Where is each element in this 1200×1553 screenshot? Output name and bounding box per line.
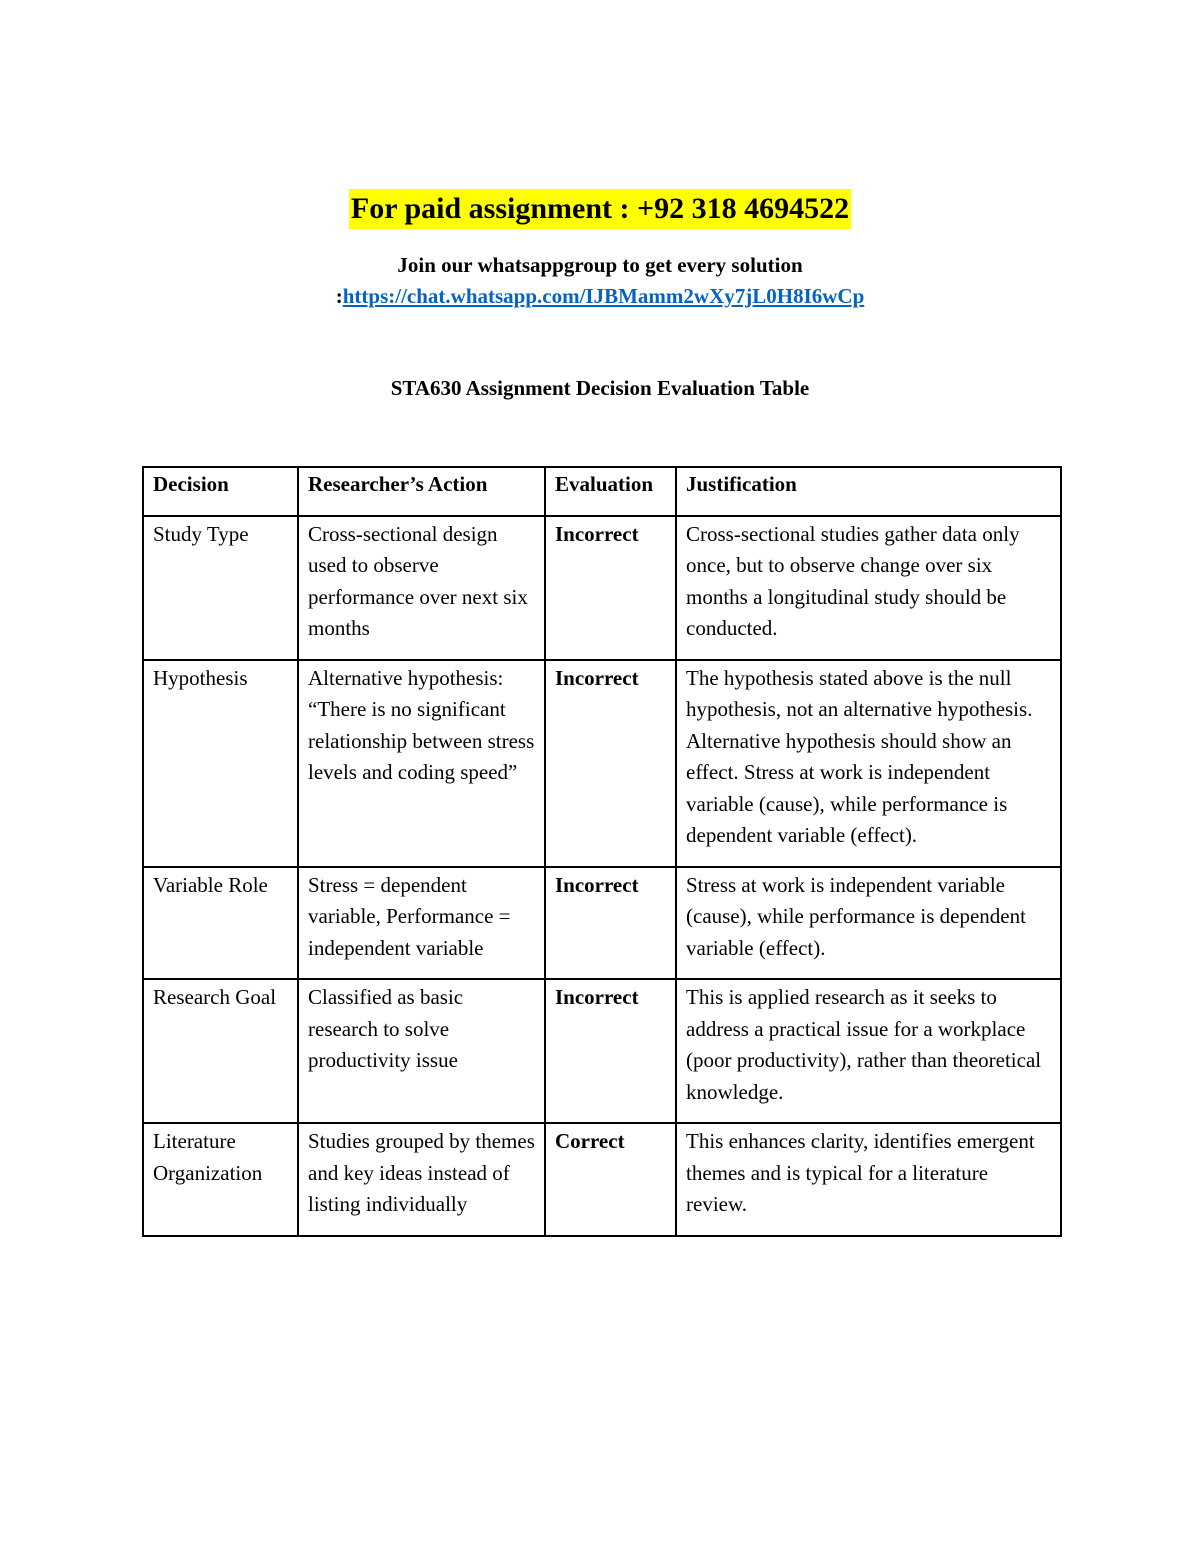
column-header-action: Researcher’s Action [298, 467, 545, 516]
table-body [143, 516, 1061, 1236]
table-row [143, 979, 1061, 1123]
table-header [143, 467, 1061, 516]
evaluation-cell: Incorrect [545, 516, 676, 660]
decision-evaluation-table [142, 466, 1062, 1237]
action-cell: Studies grouped by themes and key ideas instead of listing individually [298, 1123, 545, 1236]
action-cell: Alternative hypothesis: “There is no significant relationship between stress levels and coding speed” [298, 660, 545, 867]
justification-cell: Stress at work is independent variable (cause), while performance is dependent variable (effect). [676, 867, 1061, 980]
action-cell: Cross-sectional design used to observe performance over next six months [298, 516, 545, 660]
decision-cell: Variable Role [143, 867, 298, 980]
table-row [143, 1123, 1061, 1236]
justification-cell: This enhances clarity, identifies emergent themes and is typical for a literature review. [676, 1123, 1061, 1236]
promo-banner [0, 189, 1200, 229]
join-link-prefix: : [335, 284, 343, 308]
column-header-evaluation: Evaluation [545, 467, 676, 516]
justification-cell: The hypothesis stated above is the null hypothesis, not an alternative hypothesis. Alternative hypothesis should show an effect. Stress at work is independent variable (cause), while performance is dependent variable (effect). [676, 660, 1061, 867]
decision-cell: Research Goal [143, 979, 298, 1123]
join-group-notice [0, 250, 1200, 312]
join-text: Join our whatsappgroup to get every solution [397, 253, 803, 277]
header-row [143, 467, 1061, 516]
evaluation-cell: Correct [545, 1123, 676, 1236]
justification-cell: This is applied research as it seeks to address a practical issue for a workplace (poor productivity), rather than theoretical knowledge. [676, 979, 1061, 1123]
table-row [143, 867, 1061, 980]
action-cell: Stress = dependent variable, Performance = independent variable [298, 867, 545, 980]
document-title: STA630 Assignment Decision Evaluation Table [390, 376, 810, 400]
justification-cell: Cross-sectional studies gather data only once, but to observe change over six months a longitudinal study should be conducted. [676, 516, 1061, 660]
promo-text: For paid assignment : +92 318 4694522 [349, 189, 851, 229]
join-link-line [0, 281, 1200, 312]
evaluation-cell: Incorrect [545, 979, 676, 1123]
column-header-decision: Decision [143, 467, 298, 516]
table-row [143, 660, 1061, 867]
decision-cell: Study Type [143, 516, 298, 660]
whatsapp-group-link[interactable]: https://chat.whatsapp.com/IJBMamm2wXy7jL0H8I6wCp [342, 284, 865, 308]
evaluation-cell: Incorrect [545, 660, 676, 867]
action-cell: Classified as basic research to solve productivity issue [298, 979, 545, 1123]
column-header-justification: Justification [676, 467, 1061, 516]
decision-cell: Literature Organization [143, 1123, 298, 1236]
evaluation-cell: Incorrect [545, 867, 676, 980]
table-row [143, 516, 1061, 660]
decision-cell: Hypothesis [143, 660, 298, 867]
